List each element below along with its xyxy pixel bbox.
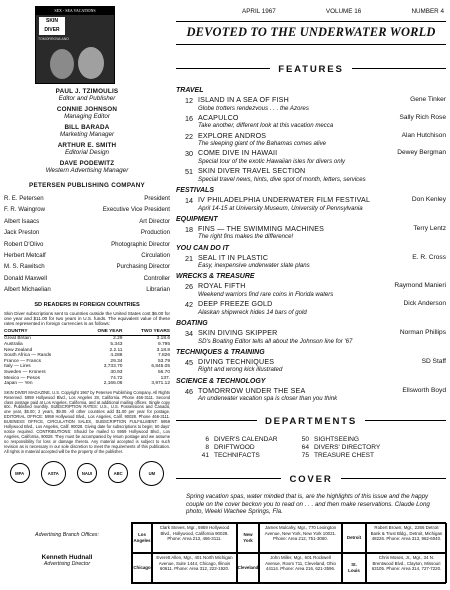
director-name: Kenneth Hudnall <box>41 554 93 561</box>
departments-heading <box>176 411 446 429</box>
mpa-badge-icon: MPA <box>10 463 30 483</box>
article-title: EXPLORE ANDROS <box>198 131 267 140</box>
staff-entry <box>4 142 170 156</box>
article-author: Ellsworth Boyd <box>402 386 446 394</box>
article-headline <box>198 300 446 309</box>
article-description: The right fins makes the difference! <box>198 233 294 241</box>
department-name: DRIFTWOOD <box>214 444 255 452</box>
staff-entry <box>4 106 170 120</box>
article-title: DEEP FREEZE GOLD <box>198 300 273 309</box>
staff-name: PAUL J. TZIMOULIS <box>55 88 119 95</box>
article-description: Right and wrong kick illustrated <box>198 366 283 374</box>
table-cell: 2,166.06 <box>103 381 123 387</box>
article-description: Take another, different look at this vacation mecca <box>198 122 334 130</box>
article-page: 46 <box>185 386 193 396</box>
officer-title: Controller <box>143 274 170 282</box>
article-title: ACAPULCO <box>198 113 239 122</box>
article-headline <box>198 358 446 367</box>
article-entry <box>176 96 446 112</box>
cover-diver-left <box>50 49 74 79</box>
staff-entry <box>4 124 170 138</box>
article-title: TOMORROW UNDER THE SEA <box>198 386 306 395</box>
article-headline <box>198 96 446 105</box>
staff-role: Managing Editor <box>64 113 110 120</box>
officer-row <box>4 227 170 238</box>
article-entry <box>176 300 446 316</box>
department-name: DIVER'S CALENDAR <box>214 436 278 444</box>
article-description: SD's Boating Editor tells all about the Johnson line for '67 <box>198 337 353 345</box>
article-author: Dewey Bergman <box>397 149 446 157</box>
article-title: ISLAND IN A SEA OF FISH <box>198 96 289 104</box>
department-item <box>196 444 296 452</box>
article-description: Special travel news, hints, dive spot of month, letters, services <box>198 175 366 183</box>
office-address: James Mulcahy, Mgr., 770 Lexington Avenue, New York, New York 10021. Phone: Area 212, 751-3060. <box>259 523 342 553</box>
table-cell: 6,845.05 <box>151 364 170 370</box>
cover-heading-label: COVER <box>281 474 340 485</box>
officer-row <box>4 273 170 284</box>
article-body <box>198 225 446 241</box>
article-headline <box>198 167 446 176</box>
staff-entry <box>4 160 170 174</box>
table-cell: Great Britain <box>4 336 31 342</box>
article-body <box>198 167 446 183</box>
department-item <box>196 452 296 460</box>
officer-name: Herbert Metcalf <box>4 251 46 259</box>
office-address: Clark Steves, Mgr., 5959 Hollywood Blvd., Hollywood, California 90028. Phone: Area 213, 466-3111. <box>152 523 237 553</box>
article-page: 12 <box>185 96 193 105</box>
cover-description: Spring vacation spas, water minded that is, are the highlights of this issue and the happy couple on the cover beckon you to read on . . . and then make reservations. Claude Long photo, Weeki Wachee Springs, Fla. <box>186 493 430 516</box>
article-body <box>198 282 446 298</box>
article-entry <box>176 329 446 345</box>
abc-badge-icon: ABC <box>108 463 128 483</box>
article-body <box>198 114 446 130</box>
office-address: Everett Allen, Mgr., 401 North Michigan Avenue, Suite 1444, Chicago, Illinois 60611. Phone: Area 312, 222-1920. <box>152 553 237 583</box>
department-name: SIGHTSEEING <box>314 436 360 444</box>
officer-name: M. S. Rawitsch <box>4 263 45 271</box>
officer-name: Donald Maxwell <box>4 274 48 282</box>
department-page: 75 <box>301 452 309 460</box>
article-description: Easy, inexpensive underwater slate plans <box>198 262 310 270</box>
naui-badge-icon: NAUI <box>77 463 97 483</box>
officer-title: Art Director <box>139 217 170 225</box>
table-cell: 2.2.11 <box>109 347 123 353</box>
article-page: 18 <box>185 224 193 234</box>
officer-name: Jack Preston <box>4 229 40 237</box>
article-title: SKIN DIVER TRAVEL SECTION <box>198 167 306 176</box>
article-body <box>198 358 446 374</box>
cover-top-band: SEX - SEA VACATIONS <box>36 7 114 15</box>
branch-offices-label: Advertising Branch Offices: <box>35 532 99 538</box>
table-cell: Mexico — Pesos <box>4 375 40 381</box>
officer-title: Production <box>140 229 170 237</box>
staff-role: Editorial Design <box>64 149 110 156</box>
table-cell: 9.795 <box>157 342 170 347</box>
officer-row <box>4 204 170 215</box>
officer-title: Librarian <box>146 286 170 294</box>
article-page: 26 <box>185 282 193 292</box>
article-page: 14 <box>185 195 193 205</box>
officer-row <box>4 250 170 261</box>
issue-line <box>176 4 446 15</box>
office-city: Chicago <box>132 553 152 583</box>
table-cell: 137. <box>160 375 170 381</box>
table-cell: Sweden — Kroners <box>4 369 46 375</box>
table-cell: Japan — Yen <box>4 381 33 387</box>
article-body <box>198 387 446 403</box>
issue-volume: VOLUME 16 <box>325 8 362 15</box>
article-page: 51 <box>185 167 193 177</box>
officers-list <box>4 193 170 296</box>
article-headline <box>198 254 446 263</box>
article-entry <box>176 149 446 165</box>
column-header: TWO YEARS <box>122 329 170 336</box>
officer-title: President <box>144 195 170 202</box>
cover-heading <box>176 469 446 487</box>
officer-title: Executive Vice President <box>102 206 170 214</box>
article-author: Gene Tinker <box>410 96 446 103</box>
association-badges <box>4 461 170 486</box>
article-author: Alan Hutchison <box>401 131 446 139</box>
officer-title: Photographic Director <box>111 240 170 248</box>
article-title: FINS — THE SWIMMING MACHINES <box>198 224 325 233</box>
article-title: IV PHILADELPHIA UNDERWATER FILM FESTIVAL <box>198 195 371 204</box>
table-cell: New Zealand <box>4 347 33 353</box>
section-heading: SCIENCE & TECHNOLOGY <box>176 377 266 385</box>
officer-name: R. E. Petersen <box>4 195 44 202</box>
article-description: Special tour of the exotic Hawaiian isles for divers only <box>198 157 345 165</box>
rates-note: Skin Diver subscriptions sent to countries outside the United States cost $6.00 for one year and $11.00 for two years in U.S. funds. The equivalent value of these rates represented in foreign currencies is as follows: <box>4 310 170 327</box>
issue-number: NUMBER 4 <box>411 8 444 15</box>
table-row <box>4 381 170 387</box>
table-cell: 53.79 <box>157 358 170 364</box>
article-headline <box>198 114 446 123</box>
section-heading: WRECKS & TREASURE <box>176 273 255 281</box>
table-cell: 3.18.6 <box>156 336 170 342</box>
article-title: SEAL IT IN PLASTIC <box>198 253 269 262</box>
table-cell: 3,971.12 <box>151 381 170 387</box>
article-headline <box>198 282 446 291</box>
staff-entry <box>4 88 170 102</box>
section-heading: EQUIPMENT <box>176 215 218 223</box>
office-city: Los Angeles <box>132 523 152 553</box>
officer-name: Albert Michaelian <box>4 286 51 294</box>
departments-heading-label: DEPARTMENTS <box>257 416 365 427</box>
table-cell: 29.34 <box>110 358 123 364</box>
office-grid <box>131 522 446 584</box>
table-cell: 3,733.70 <box>103 364 123 370</box>
article-page: 21 <box>185 253 193 263</box>
officer-row <box>4 284 170 295</box>
table-cell: Italy — Lires <box>4 364 31 370</box>
article-page: 16 <box>185 113 193 123</box>
table-cell: Australia <box>4 342 23 347</box>
article-body <box>198 300 446 316</box>
asta-badge-icon: ASTA <box>41 461 66 486</box>
article-entry <box>176 167 446 183</box>
article-headline <box>198 329 446 338</box>
article-body <box>198 196 446 212</box>
department-name: TREASURE CHEST <box>314 452 375 460</box>
table-cell: 56.70 <box>157 369 170 375</box>
department-page: 64 <box>301 444 309 452</box>
article-description: An underwater vacation spa is closer than you think <box>198 395 338 403</box>
table-cell: 2.29 <box>113 336 123 342</box>
cover-thumbnail <box>35 6 115 84</box>
article-author: Terry Lentz <box>413 224 446 232</box>
staff-list <box>4 88 170 174</box>
table-cell: 5.343 <box>110 342 123 347</box>
office-city: Detroit <box>342 523 366 553</box>
article-description: Alaskan shipwreck hides 14 bars of gold <box>198 308 307 316</box>
article-body <box>198 132 446 148</box>
article-entry <box>176 114 446 130</box>
officer-title: Purchasing Director <box>116 263 170 271</box>
masthead-column <box>4 4 170 486</box>
officer-title: Circulation <box>141 251 170 259</box>
article-entry <box>176 225 446 241</box>
officer-row <box>4 216 170 227</box>
article-title: ROYAL FIFTH <box>198 282 246 291</box>
department-page: 50 <box>301 436 309 444</box>
staff-role: Editor and Publisher <box>58 95 116 102</box>
officer-name: Albert Isaacs <box>4 217 40 225</box>
page-title: DEVOTED TO THE UNDERWATER WORLD <box>176 21 446 45</box>
advertising-footer <box>4 522 446 586</box>
section-heading: FESTIVALS <box>176 186 214 194</box>
staff-name: ARTHUR E. SMITH <box>57 142 117 149</box>
office-address: Chris Moses, Jr., Mgr., 34 N. Brentwood Blvd., Clayton, Missouri 63105. Phone: Area 314, 727-7220. <box>366 553 447 583</box>
article-body <box>198 329 446 345</box>
staff-role: Marketing Manager <box>59 131 115 138</box>
office-address: Robert Brown, Mgr., 2266 Detroit Bank & Trust Bldg., Detroit, Michigan 48226. Phone: Area 313, 962-6040. <box>366 523 447 553</box>
publisher-name: PETERSEN PUBLISHING COMPANY <box>28 182 146 189</box>
article-entry <box>176 132 446 148</box>
article-entry <box>176 196 446 212</box>
staff-name: BILL BARADA <box>64 124 110 131</box>
article-entry <box>176 358 446 374</box>
officer-name: Robert D'Olivo <box>4 240 44 248</box>
article-description: The sleeping giant of the Bahamas comes alive <box>198 140 327 148</box>
department-page: 41 <box>201 452 209 460</box>
article-entry <box>176 387 446 403</box>
cover-subtitle: TOMORROWLAND <box>38 37 69 41</box>
cover-logo: SKIN DIVER <box>39 17 65 35</box>
officer-row <box>4 193 170 204</box>
features-list <box>176 87 446 402</box>
department-item <box>196 436 296 444</box>
article-author: Norman Phillips <box>399 328 446 336</box>
article-description: April 14-15 at University Museum, University of Pennsylvania <box>198 204 363 212</box>
table-cell: 74.72 <box>110 375 123 381</box>
article-page: 30 <box>185 149 193 159</box>
article-author: Don Kenley <box>411 195 446 203</box>
officer-row <box>4 261 170 272</box>
features-heading-label: FEATURES <box>270 64 351 75</box>
article-title: SKIN DIVING SKIPPER <box>198 328 278 337</box>
department-page: 8 <box>205 444 209 452</box>
advertising-director <box>4 522 130 567</box>
article-page: 45 <box>185 357 193 367</box>
article-headline <box>198 387 446 396</box>
department-name: TECHNIFACTS <box>214 452 260 460</box>
article-author: Raymond Manieri <box>394 282 446 290</box>
features-heading <box>176 59 446 77</box>
article-entry <box>176 254 446 270</box>
article-headline <box>198 132 446 141</box>
department-page: 6 <box>205 436 209 444</box>
department-item <box>296 444 446 452</box>
office-city: New York <box>237 523 259 553</box>
department-item <box>296 436 446 444</box>
column-header: COUNTRY <box>4 329 81 336</box>
article-author: Sally Rich Rose <box>399 113 446 121</box>
section-heading: TRAVEL <box>176 87 204 94</box>
table-cell: 7.826 <box>157 353 170 359</box>
article-headline <box>198 225 446 234</box>
staff-name: CONNIE JOHNSON <box>56 106 118 113</box>
rates-body <box>4 336 170 387</box>
article-headline <box>198 149 446 158</box>
director-role: Advertising Director <box>43 561 91 567</box>
officer-name: F. R. Waingrow <box>4 206 46 214</box>
article-description: Weekend warriors find rare coins in Florida waters <box>198 290 334 298</box>
departments-list <box>196 436 446 460</box>
contents-column <box>176 4 446 516</box>
staff-role: Western Advertising Manager <box>45 167 129 174</box>
foreign-rates-table <box>4 329 170 386</box>
um-badge-icon: UM <box>139 461 164 486</box>
column-header: ONE YEAR <box>81 329 122 336</box>
cover-diver-right <box>78 47 104 79</box>
article-page: 42 <box>185 300 193 310</box>
department-item <box>296 452 446 460</box>
section-heading: YOU CAN DO IT <box>176 244 229 252</box>
department-name: DIVERS' DIRECTORY <box>314 444 381 452</box>
article-headline <box>198 196 446 205</box>
article-title: DIVING TECHNIQUES <box>198 357 275 366</box>
table-cell: 30.93 <box>110 369 123 375</box>
article-page: 34 <box>185 328 193 338</box>
office-address: John Miller, Mgr., 601 Rockwell Avenue, Room 711, Cleveland, Ohio 44114. Phone: Area 216, 621-3596. <box>259 553 342 583</box>
article-page: 22 <box>185 131 193 141</box>
table-cell: 3.18.8 <box>156 347 170 353</box>
article-author: E. R. Cross <box>412 253 446 261</box>
article-body <box>198 96 446 112</box>
office-city: Cleveland <box>237 553 259 583</box>
table-cell: 4.288 <box>110 353 123 359</box>
office-city: St. Louis <box>342 553 366 583</box>
article-author: SD Staff <box>421 357 446 365</box>
table-cell: South Africa — Rands <box>4 353 52 359</box>
article-description: Globe trotters rendezvous . . . the Azores <box>198 104 309 112</box>
article-body <box>198 254 446 270</box>
table-cell: France — Francs <box>4 358 42 364</box>
issue-date: APRIL 1967 <box>242 8 276 15</box>
staff-name: DAVE PODEWITZ <box>59 160 115 167</box>
article-body <box>198 149 446 165</box>
article-author: Dick Anderson <box>403 300 446 308</box>
publication-fine-print: SKIN DIVER MAGAZINE, U.S. Copyright 1967 by Petersen Publishing Company. All Rights Reserved. 5959 Hollywood Blvd., Los Angeles 28, California. Phone 466-3111. Second class postage paid at Los Angeles, California, and at additional mailing offices. Single copy 60c. Published monthly. SUBSCRIPTION RATES: U.S., U.S. Possessions and Canada, one year, $5.00; 2 years, $9.00. All other countries add $1.00 per year for postage. EDITORIAL OFFICE: 5959 Hollywood Blvd., Los Angeles, Calif. 90028. Phone 466-3111. BUSINESS OFFICE, CIRCULATION SALES, SUBSCRIPTION FULFILLMENT: 5959 Hollywood Blvd., Los Angeles, Calif. 90028. Giving date for subscriptions to begin; 60 days' notice required. CONTRIBUTIONS: Should be mailed to 5959 Hollywood Blvd., Los Angeles, California, 90028. They must be accompanied by return postage and we assume no responsibility for loss or damage thereto. Any material accepted is subject to such revision as is necessary in our sole discretion to meet the requirements of this publication. All rights in material accepted will be the property of the publisher. <box>4 389 170 454</box>
article-entry <box>176 282 446 298</box>
article-title: COME DIVE IN HAWAII <box>198 149 278 158</box>
section-heading: TECHNIQUES & TRAINING <box>176 348 265 356</box>
officer-row <box>4 239 170 250</box>
rates-title: SD READERS IN FOREIGN COUNTRIES <box>34 301 140 308</box>
section-heading: BOATING <box>176 319 208 327</box>
